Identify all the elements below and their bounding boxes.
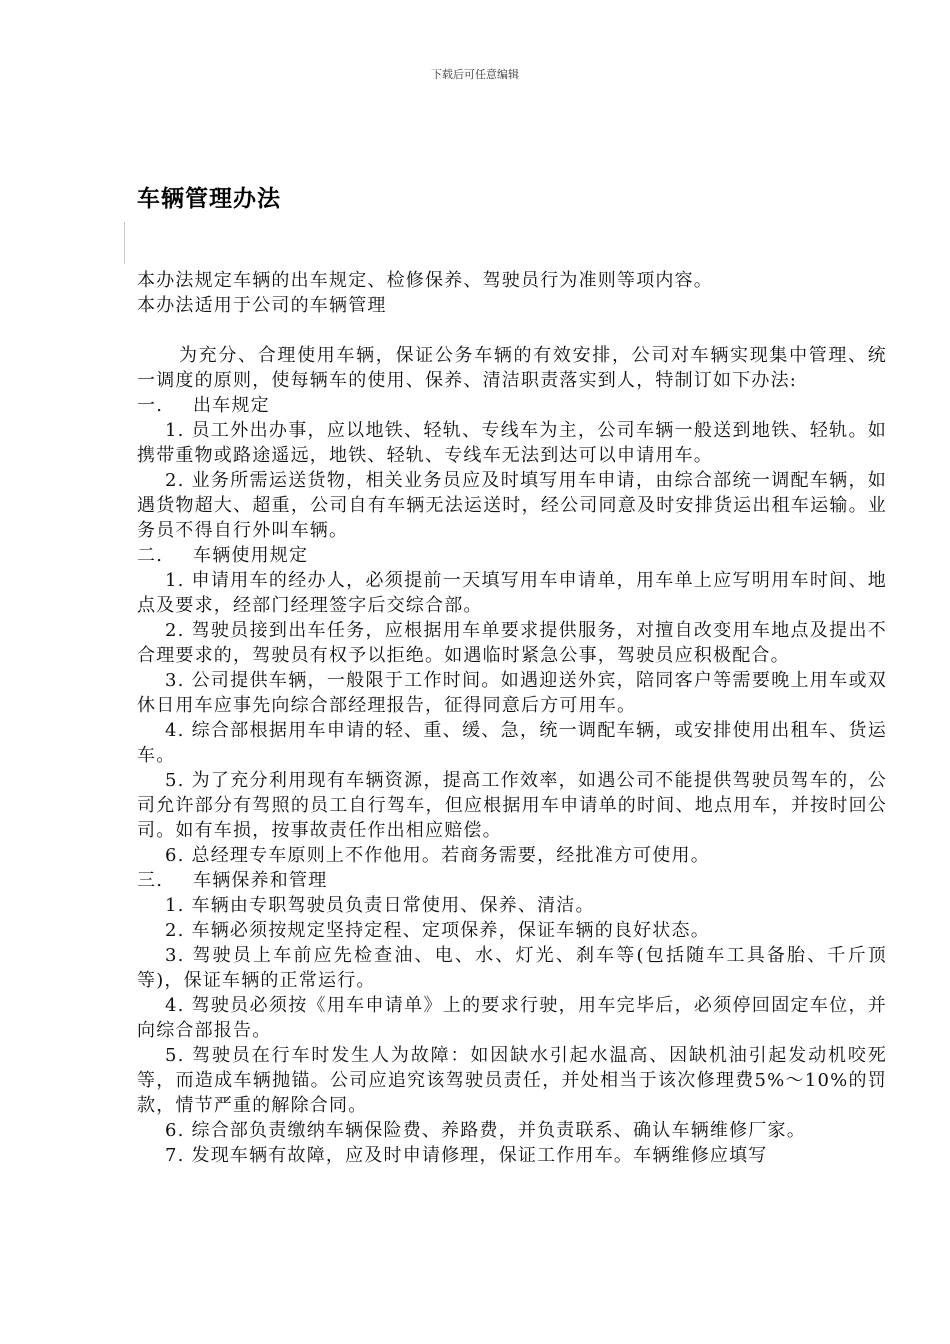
section-number: 二. xyxy=(137,545,164,566)
list-item: 4. 综合部根据用车申请的轻、重、缓、急，统一调配车辆，或安排使用出租车、货运车。 xyxy=(137,720,887,766)
list-item: 1. 员工外出办事，应以地铁、轻轨、专线车为主，公司车辆一般送到地铁、轻轨。如携带重物或路途遥远，地铁、轻轨、专线车无法到达可以申请用车。 xyxy=(137,420,887,466)
intro-scope: 本办法规定车辆的出车规定、检修保养、驾驶员行为准则等项内容。 xyxy=(137,270,713,291)
list-item: 2. 业务所需运送货物，相关业务员应及时填写用车申请，由综合部统一调配车辆，如遇货物超大、超重，公司自有车辆无法运送时，经公司同意及时安排货运出租车运输。业务员不得自行外叫车辆。 xyxy=(137,470,887,541)
list-item: 6. 总经理专车原则上不作他用。若商务需要，经批准方可使用。 xyxy=(165,845,710,866)
section-title: 出车规定 xyxy=(193,395,270,416)
list-item: 4. 驾驶员必须按《用车申请单》上的要求行驶，用车完毕后，必须停回固定车位，并向综合部报告。 xyxy=(137,995,887,1041)
spacer xyxy=(137,318,887,343)
list-item: 1. 申请用车的经办人，必须提前一天填写用车申请单，用车单上应写明用车时间、地点及要求，经部门经理签字后交综合部。 xyxy=(137,570,887,616)
list-item: 2. 驾驶员接到出车任务，应根据用车单要求提供服务，对擅自改变用车地点及提出不合理要求的，驾驶员有权予以拒绝。如遇临时紧急公事，驾驶员应积极配合。 xyxy=(137,620,887,666)
list-item: 6. 综合部负责缴纳车辆保险费、养路费，并负责联系、确认车辆维修厂家。 xyxy=(165,1120,806,1141)
section-number: 一. xyxy=(137,395,164,416)
list-item: 5. 为了充分利用现有车辆资源，提高工作效率，如遇公司不能提供驾驶员驾车的，公司允许部分有驾照的员工自行驾车，但应根据用车申请单的时间、地点用车，并按时回公司。如有车损，按事故责任作出相应赔偿。 xyxy=(137,770,887,841)
document-body xyxy=(137,268,887,1168)
list-item: 1. 车辆由专职驾驶员负责日常使用、保养、清洁。 xyxy=(165,895,595,916)
document-title: 车辆管理办法 xyxy=(137,185,281,212)
list-item: 3. 驾驶员上车前应先检查油、电、水、灯光、刹车等(包括随车工具备胎、千斤顶等)，保证车辆的正常运行。 xyxy=(137,945,887,991)
header-note: 下载后可任意编辑 xyxy=(431,68,519,81)
preamble: 为充分、合理使用车辆，保证公务车辆的有效安排，公司对车辆实现集中管理、统一调度的原则，使每辆车的使用、保养、清洁职责落实到人，特制订如下办法: xyxy=(137,345,887,391)
section-heading-3 xyxy=(137,868,887,893)
list-item: 7. 发现车辆有故障，应及时申请修理，保证工作用车。车辆维修应填写 xyxy=(165,1145,768,1166)
list-item: 3. 公司提供车辆，一般限于工作时间。如遇迎送外宾，陪同客户等需要晚上用车或双休日用车应事先向综合部经理报告，征得同意后方可用车。 xyxy=(137,670,887,716)
intro-applicability: 本办法适用于公司的车辆管理 xyxy=(137,295,387,316)
margin-mark xyxy=(124,222,125,264)
section-heading-1 xyxy=(137,393,887,418)
section-title: 车辆使用规定 xyxy=(193,545,309,566)
list-item: 5. 驾驶员在行车时发生人为故障：如因缺水引起水温高、因缺机油引起发动机咬死等，而造成车辆抛锚。公司应追究该驾驶员责任，并处相当于该次修理费5%～10%的罚款，情节严重的解除合同。 xyxy=(137,1045,887,1116)
section-title: 车辆保养和管理 xyxy=(193,870,328,891)
section-heading-2 xyxy=(137,543,887,568)
section-number: 三. xyxy=(137,870,164,891)
list-item: 2. 车辆必须按规定坚持定程、定项保养，保证车辆的良好状态。 xyxy=(165,920,710,941)
